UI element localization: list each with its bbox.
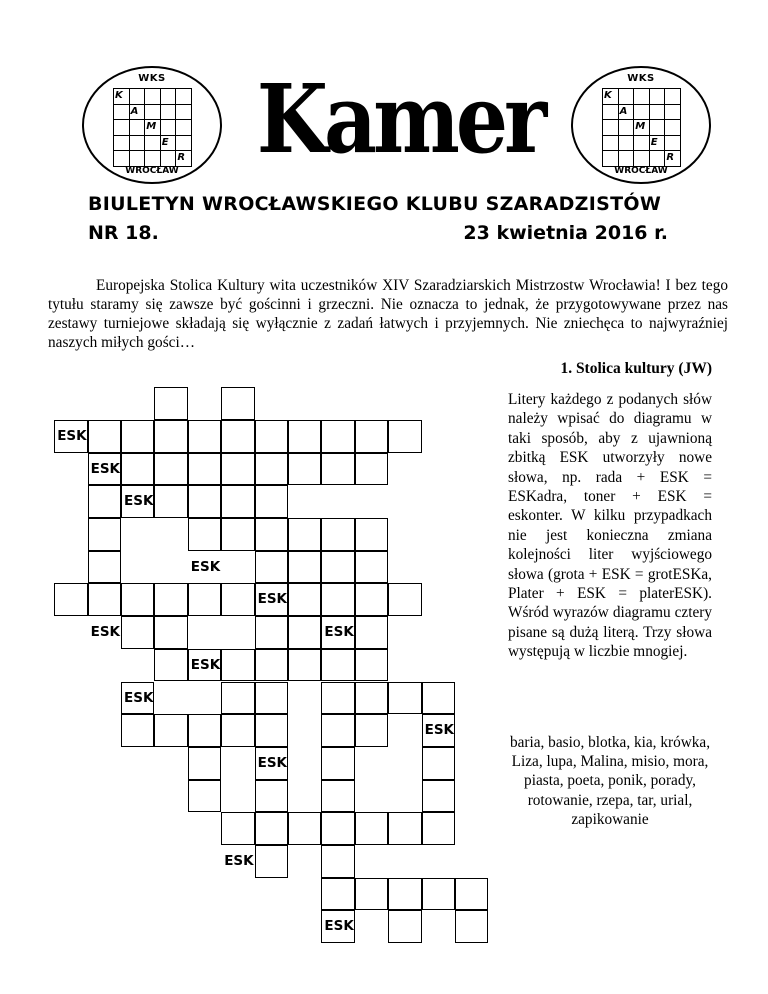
crossword-cell[interactable] bbox=[321, 812, 354, 845]
crossword-cell[interactable] bbox=[121, 420, 154, 453]
crossword-cell[interactable] bbox=[221, 420, 254, 453]
crossword-cell[interactable] bbox=[154, 714, 187, 747]
crossword-cell[interactable] bbox=[455, 910, 488, 943]
crossword-cell[interactable] bbox=[188, 747, 221, 780]
crossword-cell[interactable] bbox=[255, 420, 288, 453]
crossword-cell[interactable] bbox=[221, 387, 254, 420]
esk-clue-label: ESK bbox=[57, 427, 87, 444]
crossword-cell[interactable] bbox=[321, 714, 354, 747]
issue-date: 23 kwietnia 2016 r. bbox=[463, 222, 668, 244]
esk-clue-label: ESK bbox=[124, 493, 154, 510]
logo-grid-cell bbox=[665, 89, 681, 105]
crossword-cell[interactable] bbox=[188, 518, 221, 551]
crossword-cell[interactable] bbox=[221, 812, 254, 845]
logo-grid-cell bbox=[161, 120, 177, 136]
crossword-cell[interactable] bbox=[288, 420, 321, 453]
crossword-cell[interactable] bbox=[88, 518, 121, 551]
crossword-cell[interactable] bbox=[288, 518, 321, 551]
crossword-cell[interactable] bbox=[255, 518, 288, 551]
crossword-cell[interactable] bbox=[388, 910, 421, 943]
esk-clue-label: ESK bbox=[90, 460, 120, 477]
crossword-cell[interactable] bbox=[88, 420, 121, 453]
esk-clue-label: ESK bbox=[224, 853, 254, 869]
logo-letter: A bbox=[619, 105, 635, 121]
crossword-cell[interactable] bbox=[121, 485, 154, 518]
logo-text-bottom: WROCŁAW bbox=[614, 166, 668, 176]
logo-grid-cell bbox=[603, 120, 619, 136]
crossword-cell[interactable] bbox=[355, 518, 388, 551]
crossword-cell[interactable] bbox=[255, 551, 288, 584]
crossword-cell[interactable] bbox=[221, 714, 254, 747]
logo-grid-cell bbox=[665, 120, 681, 136]
crossword-cell[interactable] bbox=[221, 518, 254, 551]
logo-grid-cell bbox=[665, 136, 681, 152]
crossword-cell[interactable] bbox=[388, 420, 421, 453]
wks-logo-left bbox=[82, 66, 222, 184]
esk-clue-label: ESK bbox=[257, 754, 287, 771]
crossword-cell[interactable] bbox=[321, 910, 354, 943]
logo-grid-cell bbox=[650, 89, 666, 105]
crossword-cell[interactable] bbox=[355, 583, 388, 616]
crossword-cell[interactable] bbox=[288, 453, 321, 486]
crossword-cell[interactable] bbox=[321, 682, 354, 715]
crossword-cell[interactable] bbox=[121, 583, 154, 616]
logo-letter: R bbox=[176, 151, 192, 167]
crossword-cell[interactable] bbox=[255, 812, 288, 845]
esk-clue-label: ESK bbox=[424, 722, 454, 739]
logo-grid-cell bbox=[114, 136, 130, 152]
crossword-cell[interactable] bbox=[255, 714, 288, 747]
crossword-cell[interactable] bbox=[188, 780, 221, 813]
crossword-cell[interactable] bbox=[321, 780, 354, 813]
crossword-cell[interactable] bbox=[355, 551, 388, 584]
logo-letter: K bbox=[114, 89, 130, 105]
crossword-cell[interactable] bbox=[255, 845, 288, 878]
logo-grid-cell bbox=[603, 105, 619, 121]
crossword-cell[interactable] bbox=[255, 616, 288, 649]
crossword-cell[interactable] bbox=[88, 485, 121, 518]
crossword-cell[interactable] bbox=[321, 845, 354, 878]
crossword-cell[interactable] bbox=[188, 649, 221, 682]
logo-letter: M bbox=[634, 120, 650, 136]
crossword-cell[interactable] bbox=[54, 583, 87, 616]
crossword-cell[interactable] bbox=[255, 649, 288, 682]
logo-grid-cell bbox=[650, 105, 666, 121]
crossword-cell[interactable] bbox=[321, 551, 354, 584]
crossword-cell[interactable] bbox=[355, 714, 388, 747]
logo-grid-cell bbox=[130, 136, 146, 152]
crossword-cell[interactable] bbox=[355, 812, 388, 845]
logo-grid-cell bbox=[603, 136, 619, 152]
crossword-cell[interactable] bbox=[154, 649, 187, 682]
crossword-cell[interactable] bbox=[88, 583, 121, 616]
logo-grid-cell bbox=[161, 89, 177, 105]
logo-grid-cell bbox=[619, 89, 635, 105]
logo-grid-cell bbox=[161, 151, 177, 167]
crossword-cell[interactable] bbox=[388, 682, 421, 715]
crossword-cell[interactable] bbox=[321, 747, 354, 780]
logo-grid-cell bbox=[176, 136, 192, 152]
crossword-cell[interactable] bbox=[288, 616, 321, 649]
logo-grid-cell bbox=[161, 105, 177, 121]
crossword-cell[interactable] bbox=[221, 682, 254, 715]
logo-grid-cell bbox=[634, 89, 650, 105]
logo-text-bottom: WROCŁAW bbox=[125, 166, 179, 176]
crossword-cell[interactable] bbox=[422, 682, 455, 715]
logo-grid-cell bbox=[619, 120, 635, 136]
crossword-cell[interactable] bbox=[88, 453, 121, 486]
crossword-cell[interactable] bbox=[288, 812, 321, 845]
logo-grid-cell bbox=[650, 120, 666, 136]
puzzle-instructions: Litery każdego z podanych słów należy wpisać do diagramu w taki sposób, aby z ujawnioną zbitką ESK utworzyły nowe słowa, np. rada + ESK = ESKadra, toner + ESK = eskonter. W kilku przypadkach nie jest konieczna zmiana kolejności liter wyjściowego słowa (grota + ESK = grotESKa, Plater + ESK = platerESK). Wśród wyrazów diagramu cztery pisane są dużą literą. Trzy słowa występują w liczbie mnogiej. bbox=[508, 391, 712, 661]
puzzle-title: 1. Stolica kultury (JW) bbox=[560, 360, 712, 377]
logo-text-top: WKS bbox=[627, 73, 655, 84]
logo-grid-cell bbox=[176, 105, 192, 121]
crossword-cell[interactable] bbox=[422, 714, 455, 747]
crossword-cell[interactable] bbox=[188, 485, 221, 518]
crossword-cell[interactable] bbox=[288, 583, 321, 616]
logo-grid-cell bbox=[114, 105, 130, 121]
crossword-cell[interactable] bbox=[355, 878, 388, 911]
logo-grid-cell bbox=[176, 120, 192, 136]
crossword-cell[interactable] bbox=[221, 485, 254, 518]
logo-grid bbox=[113, 88, 192, 167]
crossword-cell[interactable] bbox=[221, 453, 254, 486]
logo-grid-cell bbox=[130, 120, 146, 136]
crossword-cell[interactable] bbox=[321, 583, 354, 616]
logo-letter: K bbox=[603, 89, 619, 105]
crossword-cell[interactable] bbox=[121, 453, 154, 486]
crossword-cell[interactable] bbox=[154, 583, 187, 616]
logo-grid-cell bbox=[130, 151, 146, 167]
logo-grid-cell bbox=[603, 151, 619, 167]
intro-paragraph: Europejska Stolica Kultury wita uczestników XIV Szaradziarskich Mistrzostw Wrocławia! I bez tego tytułu staramy się zawsze być gościnni i grzeczni. Nie oznacza to jednak, że przygotowywane przez nas zestawy turniejowe składają się wyłącznie z zadań łatwych i przyjemnych. Nie zniechęca to najwyraźniej naszych miłych gości… bbox=[48, 277, 728, 351]
crossword-cell[interactable] bbox=[321, 649, 354, 682]
crossword-cell[interactable] bbox=[188, 420, 221, 453]
esk-clue-label: ESK bbox=[124, 689, 154, 706]
crossword-cell[interactable] bbox=[54, 420, 87, 453]
logo-grid-cell bbox=[634, 105, 650, 121]
crossword-cell[interactable] bbox=[255, 682, 288, 715]
crossword-cell[interactable] bbox=[355, 649, 388, 682]
logo-grid-cell bbox=[145, 89, 161, 105]
crossword-cell[interactable] bbox=[422, 812, 455, 845]
crossword-cell[interactable] bbox=[154, 420, 187, 453]
logo-grid-cell bbox=[650, 151, 666, 167]
crossword-cell[interactable] bbox=[255, 453, 288, 486]
crossword-cell[interactable] bbox=[255, 780, 288, 813]
crossword-cell[interactable] bbox=[188, 453, 221, 486]
crossword-cell[interactable] bbox=[221, 649, 254, 682]
logo-grid-cell bbox=[114, 151, 130, 167]
crossword-cell[interactable] bbox=[288, 649, 321, 682]
esk-clue-label: ESK bbox=[324, 624, 354, 641]
crossword-cell[interactable] bbox=[154, 616, 187, 649]
crossword-cell[interactable] bbox=[255, 583, 288, 616]
crossword-cell[interactable] bbox=[121, 714, 154, 747]
crossword-cell[interactable] bbox=[388, 583, 421, 616]
esk-clue-label: ESK bbox=[190, 656, 221, 673]
crossword-cell[interactable] bbox=[288, 551, 321, 584]
crossword-cell[interactable] bbox=[255, 485, 288, 518]
crossword-cell[interactable] bbox=[388, 878, 421, 911]
crossword-cell[interactable] bbox=[455, 878, 488, 911]
crossword-cell[interactable] bbox=[355, 453, 388, 486]
logo-grid-cell bbox=[145, 151, 161, 167]
masthead-title: Kamer bbox=[256, 64, 544, 176]
crossword-cell[interactable] bbox=[121, 682, 154, 715]
esk-clue-label: ESK bbox=[90, 624, 120, 641]
issue-number: NR 18. bbox=[88, 222, 159, 244]
logo-grid-cell bbox=[665, 105, 681, 121]
logo-grid-cell bbox=[176, 89, 192, 105]
crossword-cell[interactable] bbox=[321, 420, 354, 453]
crossword-cell[interactable] bbox=[188, 714, 221, 747]
crossword-cell[interactable] bbox=[255, 747, 288, 780]
logo-grid-cell bbox=[634, 151, 650, 167]
logo-letter: E bbox=[161, 136, 177, 152]
crossword-cell[interactable] bbox=[154, 453, 187, 486]
logo-grid-cell bbox=[634, 136, 650, 152]
logo-grid-cell bbox=[619, 136, 635, 152]
logo-letter: A bbox=[130, 105, 146, 121]
logo-letter: M bbox=[145, 120, 161, 136]
esk-clue-label: ESK bbox=[257, 591, 287, 608]
puzzle-word-list: baria, basio, blotka, kia, krówka, Liza, lupa, Malina, misio, mora, piasta, poeta, ponik, porady, rotowanie, rzepa, tar, urial, zapikowanie bbox=[509, 734, 711, 828]
crossword-cell[interactable] bbox=[321, 616, 354, 649]
crossword-cell[interactable] bbox=[188, 583, 221, 616]
logo-letter: E bbox=[650, 136, 666, 152]
crossword-cell[interactable] bbox=[321, 878, 354, 911]
logo-grid-cell bbox=[619, 151, 635, 167]
crossword-cell[interactable] bbox=[422, 878, 455, 911]
crossword-cell[interactable] bbox=[321, 453, 354, 486]
logo-letter: R bbox=[665, 151, 681, 167]
bulletin-subtitle: BIULETYN WROCŁAWSKIEGO KLUBU SZARADZISTÓW bbox=[88, 193, 662, 215]
crossword-cell[interactable] bbox=[154, 485, 187, 518]
logo-grid-cell bbox=[145, 105, 161, 121]
wks-logo-right bbox=[571, 66, 711, 184]
logo-grid-cell bbox=[145, 136, 161, 152]
logo-grid-cell bbox=[130, 89, 146, 105]
logo-grid bbox=[602, 88, 681, 167]
crossword-cell[interactable] bbox=[88, 551, 121, 584]
crossword-cell[interactable] bbox=[154, 387, 187, 420]
esk-clue-label: ESK bbox=[190, 558, 221, 575]
crossword-cell[interactable] bbox=[221, 583, 254, 616]
crossword-cell[interactable] bbox=[321, 518, 354, 551]
crossword-cell[interactable] bbox=[355, 682, 388, 715]
crossword-cell[interactable] bbox=[388, 812, 421, 845]
crossword-cell[interactable] bbox=[121, 616, 154, 649]
crossword-cell[interactable] bbox=[355, 616, 388, 649]
logo-grid-cell bbox=[114, 120, 130, 136]
crossword-cell[interactable] bbox=[422, 747, 455, 780]
esk-clue-label: ESK bbox=[324, 918, 354, 935]
crossword-cell[interactable] bbox=[355, 420, 388, 453]
logo-text-top: WKS bbox=[138, 73, 166, 84]
crossword-cell[interactable] bbox=[422, 780, 455, 813]
